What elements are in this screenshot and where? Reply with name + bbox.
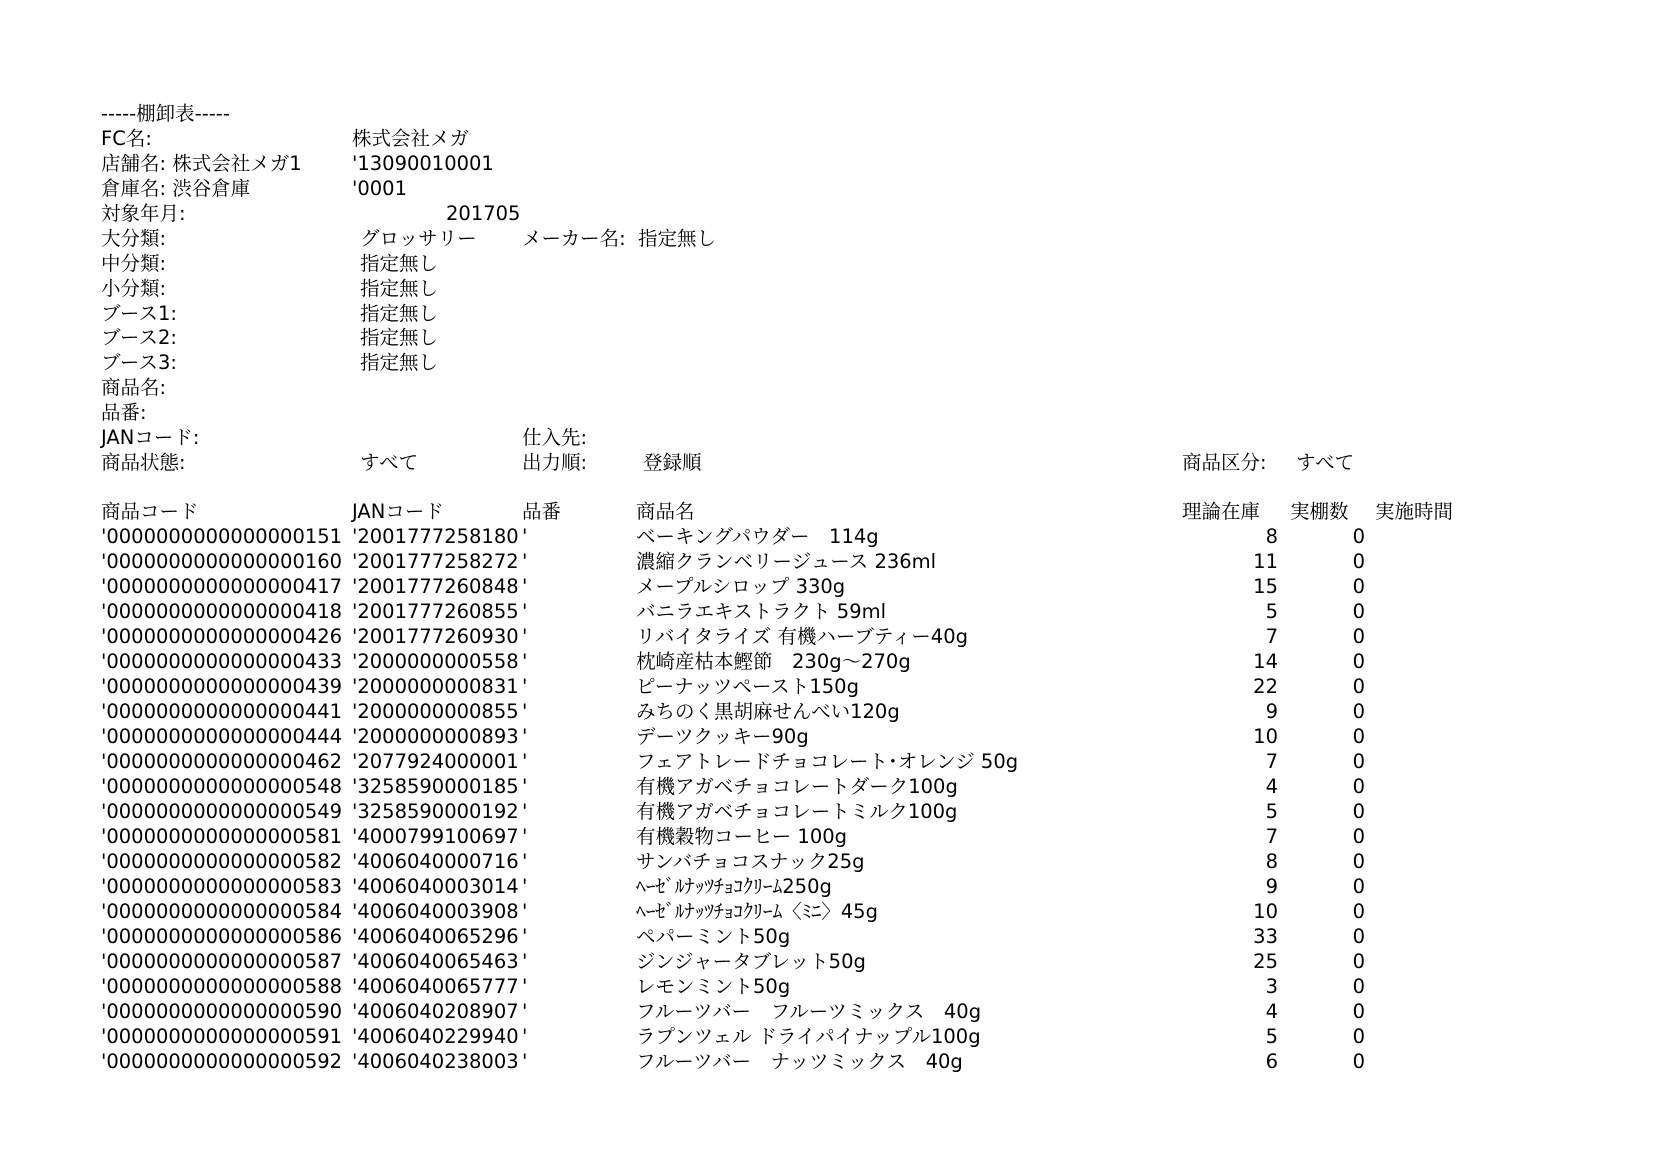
jan-label: JANコード:: [101, 426, 200, 449]
cell-jan-code: '2001777260848: [352, 575, 519, 598]
cell-jan-code: '2077924000001: [352, 750, 519, 773]
booth2-label: ブース2:: [101, 326, 177, 349]
cell-product-name: ﾍｰｾﾞﾙﾅｯﾂﾁｮｺｸﾘｰﾑ250g: [636, 875, 832, 898]
cell-jan-code: '2000000000558: [352, 650, 519, 673]
cell-product-code: '0000000000000000426: [101, 625, 343, 648]
cell-jan-code: '4006040238003: [352, 1050, 519, 1073]
order-value: 登録順: [643, 451, 702, 474]
cell-theoretical-stock: 7: [1265, 750, 1278, 773]
booth1-value: 指定無し: [360, 302, 439, 325]
cell-product-name: みちのく黒胡麻せんべい120g: [636, 700, 900, 723]
warehouse-label: 倉庫名: 渋谷倉庫: [101, 177, 251, 200]
cell-product-code: '0000000000000000592: [101, 1050, 343, 1073]
cell-part-no: ': [522, 750, 528, 773]
cell-actual-count: 0: [1352, 725, 1365, 748]
cell-part-no: ': [522, 825, 528, 848]
cell-product-code: '0000000000000000548: [101, 775, 343, 798]
cell-product-code: '0000000000000000587: [101, 950, 343, 973]
cell-actual-count: 0: [1352, 550, 1365, 573]
middle-category-value: 指定無し: [360, 252, 439, 275]
cell-product-code: '0000000000000000581: [101, 825, 343, 848]
cell-product-code: '0000000000000000583: [101, 875, 343, 898]
col-header-actual: 実棚数: [1290, 500, 1349, 523]
cell-actual-count: 0: [1352, 975, 1365, 998]
cell-product-code: '0000000000000000160: [101, 550, 343, 573]
cell-part-no: ': [522, 850, 528, 873]
cell-actual-count: 0: [1352, 675, 1365, 698]
cell-actual-count: 0: [1352, 900, 1365, 923]
cell-product-code: '0000000000000000441: [101, 700, 343, 723]
cell-product-code: '0000000000000000549: [101, 800, 343, 823]
cell-product-name: 枕崎産枯本鰹節 230g～270g: [636, 650, 911, 673]
cell-jan-code: '4006040065777: [352, 975, 519, 998]
cell-theoretical-stock: 5: [1265, 600, 1278, 623]
period-label: 対象年月:: [101, 202, 186, 225]
product-name-label: 商品名:: [101, 376, 167, 399]
cell-part-no: ': [522, 1050, 528, 1073]
cell-theoretical-stock: 4: [1265, 775, 1278, 798]
cell-jan-code: '4006040000716: [352, 850, 519, 873]
cell-part-no: ': [522, 975, 528, 998]
order-label: 出力順:: [522, 451, 588, 474]
cell-jan-code: '3258590000192: [352, 800, 519, 823]
cell-part-no: ': [522, 800, 528, 823]
cell-product-name: サンバチョコスナック25g: [636, 850, 865, 873]
booth1-label: ブース1:: [101, 302, 177, 325]
period-value: 201705: [446, 202, 521, 225]
cell-part-no: ': [522, 1025, 528, 1048]
cell-theoretical-stock: 5: [1265, 1025, 1278, 1048]
cell-theoretical-stock: 4: [1265, 1000, 1278, 1023]
cell-jan-code: '2001777260930: [352, 625, 519, 648]
cell-actual-count: 0: [1352, 775, 1365, 798]
cell-jan-code: '2000000000831: [352, 675, 519, 698]
cell-theoretical-stock: 6: [1265, 1050, 1278, 1073]
cell-actual-count: 0: [1352, 625, 1365, 648]
cell-actual-count: 0: [1352, 700, 1365, 723]
cell-part-no: ': [522, 625, 528, 648]
cell-jan-code: '4006040003908: [352, 900, 519, 923]
cell-actual-count: 0: [1352, 650, 1365, 673]
col-header-jan: JANコード: [352, 500, 444, 523]
warehouse-code: '0001: [352, 177, 407, 200]
cell-actual-count: 0: [1352, 925, 1365, 948]
cell-jan-code: '3258590000185: [352, 775, 519, 798]
cell-part-no: ': [522, 600, 528, 623]
supplier-label: 仕入先:: [522, 426, 588, 449]
cell-product-name: ピーナッツペースト150g: [636, 675, 859, 698]
cell-actual-count: 0: [1352, 600, 1365, 623]
cell-jan-code: '4006040208907: [352, 1000, 519, 1023]
cell-actual-count: 0: [1352, 800, 1365, 823]
store-code: '13090010001: [352, 152, 494, 175]
cell-product-name: メープルシロップ 330g: [636, 575, 846, 598]
cell-actual-count: 0: [1352, 1050, 1365, 1073]
cell-jan-code: '4006040065463: [352, 950, 519, 973]
booth2-value: 指定無し: [360, 326, 439, 349]
cell-product-name: ﾍｰｾﾞﾙﾅｯﾂﾁｮｺｸﾘｰﾑ〈ﾐﾆ〉45g: [636, 900, 878, 923]
cell-theoretical-stock: 15: [1253, 575, 1278, 598]
cell-theoretical-stock: 25: [1253, 950, 1278, 973]
cell-product-code: '0000000000000000584: [101, 900, 343, 923]
col-header-time: 実施時間: [1375, 500, 1454, 523]
cell-theoretical-stock: 8: [1265, 850, 1278, 873]
category-value: すべて: [1296, 451, 1355, 474]
cell-part-no: ': [522, 675, 528, 698]
cell-part-no: ': [522, 950, 528, 973]
cell-jan-code: '2000000000855: [352, 700, 519, 723]
cell-actual-count: 0: [1352, 750, 1365, 773]
cell-part-no: ': [522, 650, 528, 673]
booth3-value: 指定無し: [360, 351, 439, 374]
cell-part-no: ': [522, 900, 528, 923]
cell-theoretical-stock: 10: [1253, 900, 1278, 923]
cell-product-code: '0000000000000000444: [101, 725, 343, 748]
cell-product-code: '0000000000000000462: [101, 750, 343, 773]
cell-theoretical-stock: 33: [1253, 925, 1278, 948]
cell-theoretical-stock: 3: [1265, 975, 1278, 998]
minor-category-value: 指定無し: [360, 277, 439, 300]
cell-product-code: '0000000000000000418: [101, 600, 343, 623]
cell-product-name: リバイタライズ 有機ハーブティー40g: [636, 625, 968, 648]
cell-jan-code: '4006040065296: [352, 925, 519, 948]
cell-theoretical-stock: 14: [1253, 650, 1278, 673]
cell-theoretical-stock: 9: [1265, 700, 1278, 723]
col-header-part-no: 品番: [522, 500, 562, 523]
cell-part-no: ': [522, 700, 528, 723]
cell-product-code: '0000000000000000417: [101, 575, 343, 598]
middle-category-label: 中分類:: [101, 252, 167, 275]
maker-label: メーカー名:: [522, 227, 626, 250]
cell-product-name: ペパーミント50g: [636, 925, 791, 948]
cell-theoretical-stock: 10: [1253, 725, 1278, 748]
cell-product-code: '0000000000000000582: [101, 850, 343, 873]
maker-value: 指定無し: [638, 227, 717, 250]
major-category-label: 大分類:: [101, 227, 167, 250]
cell-theoretical-stock: 11: [1253, 550, 1278, 573]
cell-product-name: 有機アガベチョコレートダーク100g: [636, 775, 958, 798]
cell-product-name: 有機アガベチョコレートミルク100g: [636, 800, 958, 823]
cell-theoretical-stock: 7: [1265, 825, 1278, 848]
cell-product-name: フルーツバー ナッツミックス 40g: [636, 1050, 963, 1073]
cell-product-name: フルーツバー フルーツミックス 40g: [636, 1000, 982, 1023]
cell-product-name: レモンミント50g: [636, 975, 791, 998]
cell-product-name: ベーキングパウダー 114g: [636, 525, 879, 548]
cell-product-code: '0000000000000000151: [101, 525, 343, 548]
status-value: すべて: [360, 451, 419, 474]
col-header-theoretical: 理論在庫: [1182, 500, 1261, 523]
report-title: -----棚卸表-----: [101, 102, 230, 125]
cell-actual-count: 0: [1352, 850, 1365, 873]
cell-product-name: 有機穀物コーヒー 100g: [636, 825, 848, 848]
store-label: 店舗名: 株式会社メガ1: [101, 152, 302, 175]
cell-product-code: '0000000000000000588: [101, 975, 343, 998]
cell-product-code: '0000000000000000586: [101, 925, 343, 948]
cell-product-name: ジンジャータブレット50g: [636, 950, 866, 973]
minor-category-label: 小分類:: [101, 277, 167, 300]
cell-jan-code: '4000799100697: [352, 825, 519, 848]
cell-jan-code: '2000000000893: [352, 725, 519, 748]
cell-product-code: '0000000000000000590: [101, 1000, 343, 1023]
col-header-name: 商品名: [636, 500, 695, 523]
cell-actual-count: 0: [1352, 575, 1365, 598]
cell-product-name: 濃縮クランベリージュース 236ml: [636, 550, 937, 573]
cell-product-name: フェアトレードチョコレート･オレンジ 50g: [636, 750, 1019, 773]
cell-product-code: '0000000000000000433: [101, 650, 343, 673]
booth3-label: ブース3:: [101, 351, 177, 374]
cell-jan-code: '4006040229940: [352, 1025, 519, 1048]
cell-part-no: ': [522, 775, 528, 798]
cell-product-name: ラプンツェル ドライパイナップル100g: [636, 1025, 981, 1048]
cell-theoretical-stock: 9: [1265, 875, 1278, 898]
cell-part-no: ': [522, 725, 528, 748]
cell-part-no: ': [522, 925, 528, 948]
cell-product-name: デーツクッキー90g: [636, 725, 809, 748]
cell-theoretical-stock: 22: [1253, 675, 1278, 698]
cell-jan-code: '4006040003014: [352, 875, 519, 898]
cell-product-code: '0000000000000000591: [101, 1025, 343, 1048]
major-category-value: グロッサリー: [360, 227, 477, 250]
cell-theoretical-stock: 7: [1265, 625, 1278, 648]
fc-label: FC名:: [101, 127, 152, 150]
cell-product-code: '0000000000000000439: [101, 675, 343, 698]
cell-jan-code: '2001777260855: [352, 600, 519, 623]
cell-product-name: バニラエキストラクト 59ml: [636, 600, 887, 623]
cell-jan-code: '2001777258180: [352, 525, 519, 548]
cell-theoretical-stock: 5: [1265, 800, 1278, 823]
fc-value: 株式会社メガ: [352, 127, 470, 150]
cell-part-no: ': [522, 1000, 528, 1023]
cell-part-no: ': [522, 875, 528, 898]
cell-jan-code: '2001777258272: [352, 550, 519, 573]
col-header-code: 商品コード: [101, 500, 199, 523]
cell-theoretical-stock: 8: [1265, 525, 1278, 548]
cell-part-no: ': [522, 525, 528, 548]
status-label: 商品状態:: [101, 451, 186, 474]
cell-actual-count: 0: [1352, 525, 1365, 548]
cell-actual-count: 0: [1352, 875, 1365, 898]
cell-part-no: ': [522, 575, 528, 598]
cell-actual-count: 0: [1352, 1000, 1365, 1023]
cell-actual-count: 0: [1352, 1025, 1365, 1048]
part-no-label: 品番:: [101, 401, 147, 424]
cell-part-no: ': [522, 550, 528, 573]
cell-actual-count: 0: [1352, 950, 1365, 973]
category-label: 商品区分:: [1182, 451, 1267, 474]
cell-actual-count: 0: [1352, 825, 1365, 848]
